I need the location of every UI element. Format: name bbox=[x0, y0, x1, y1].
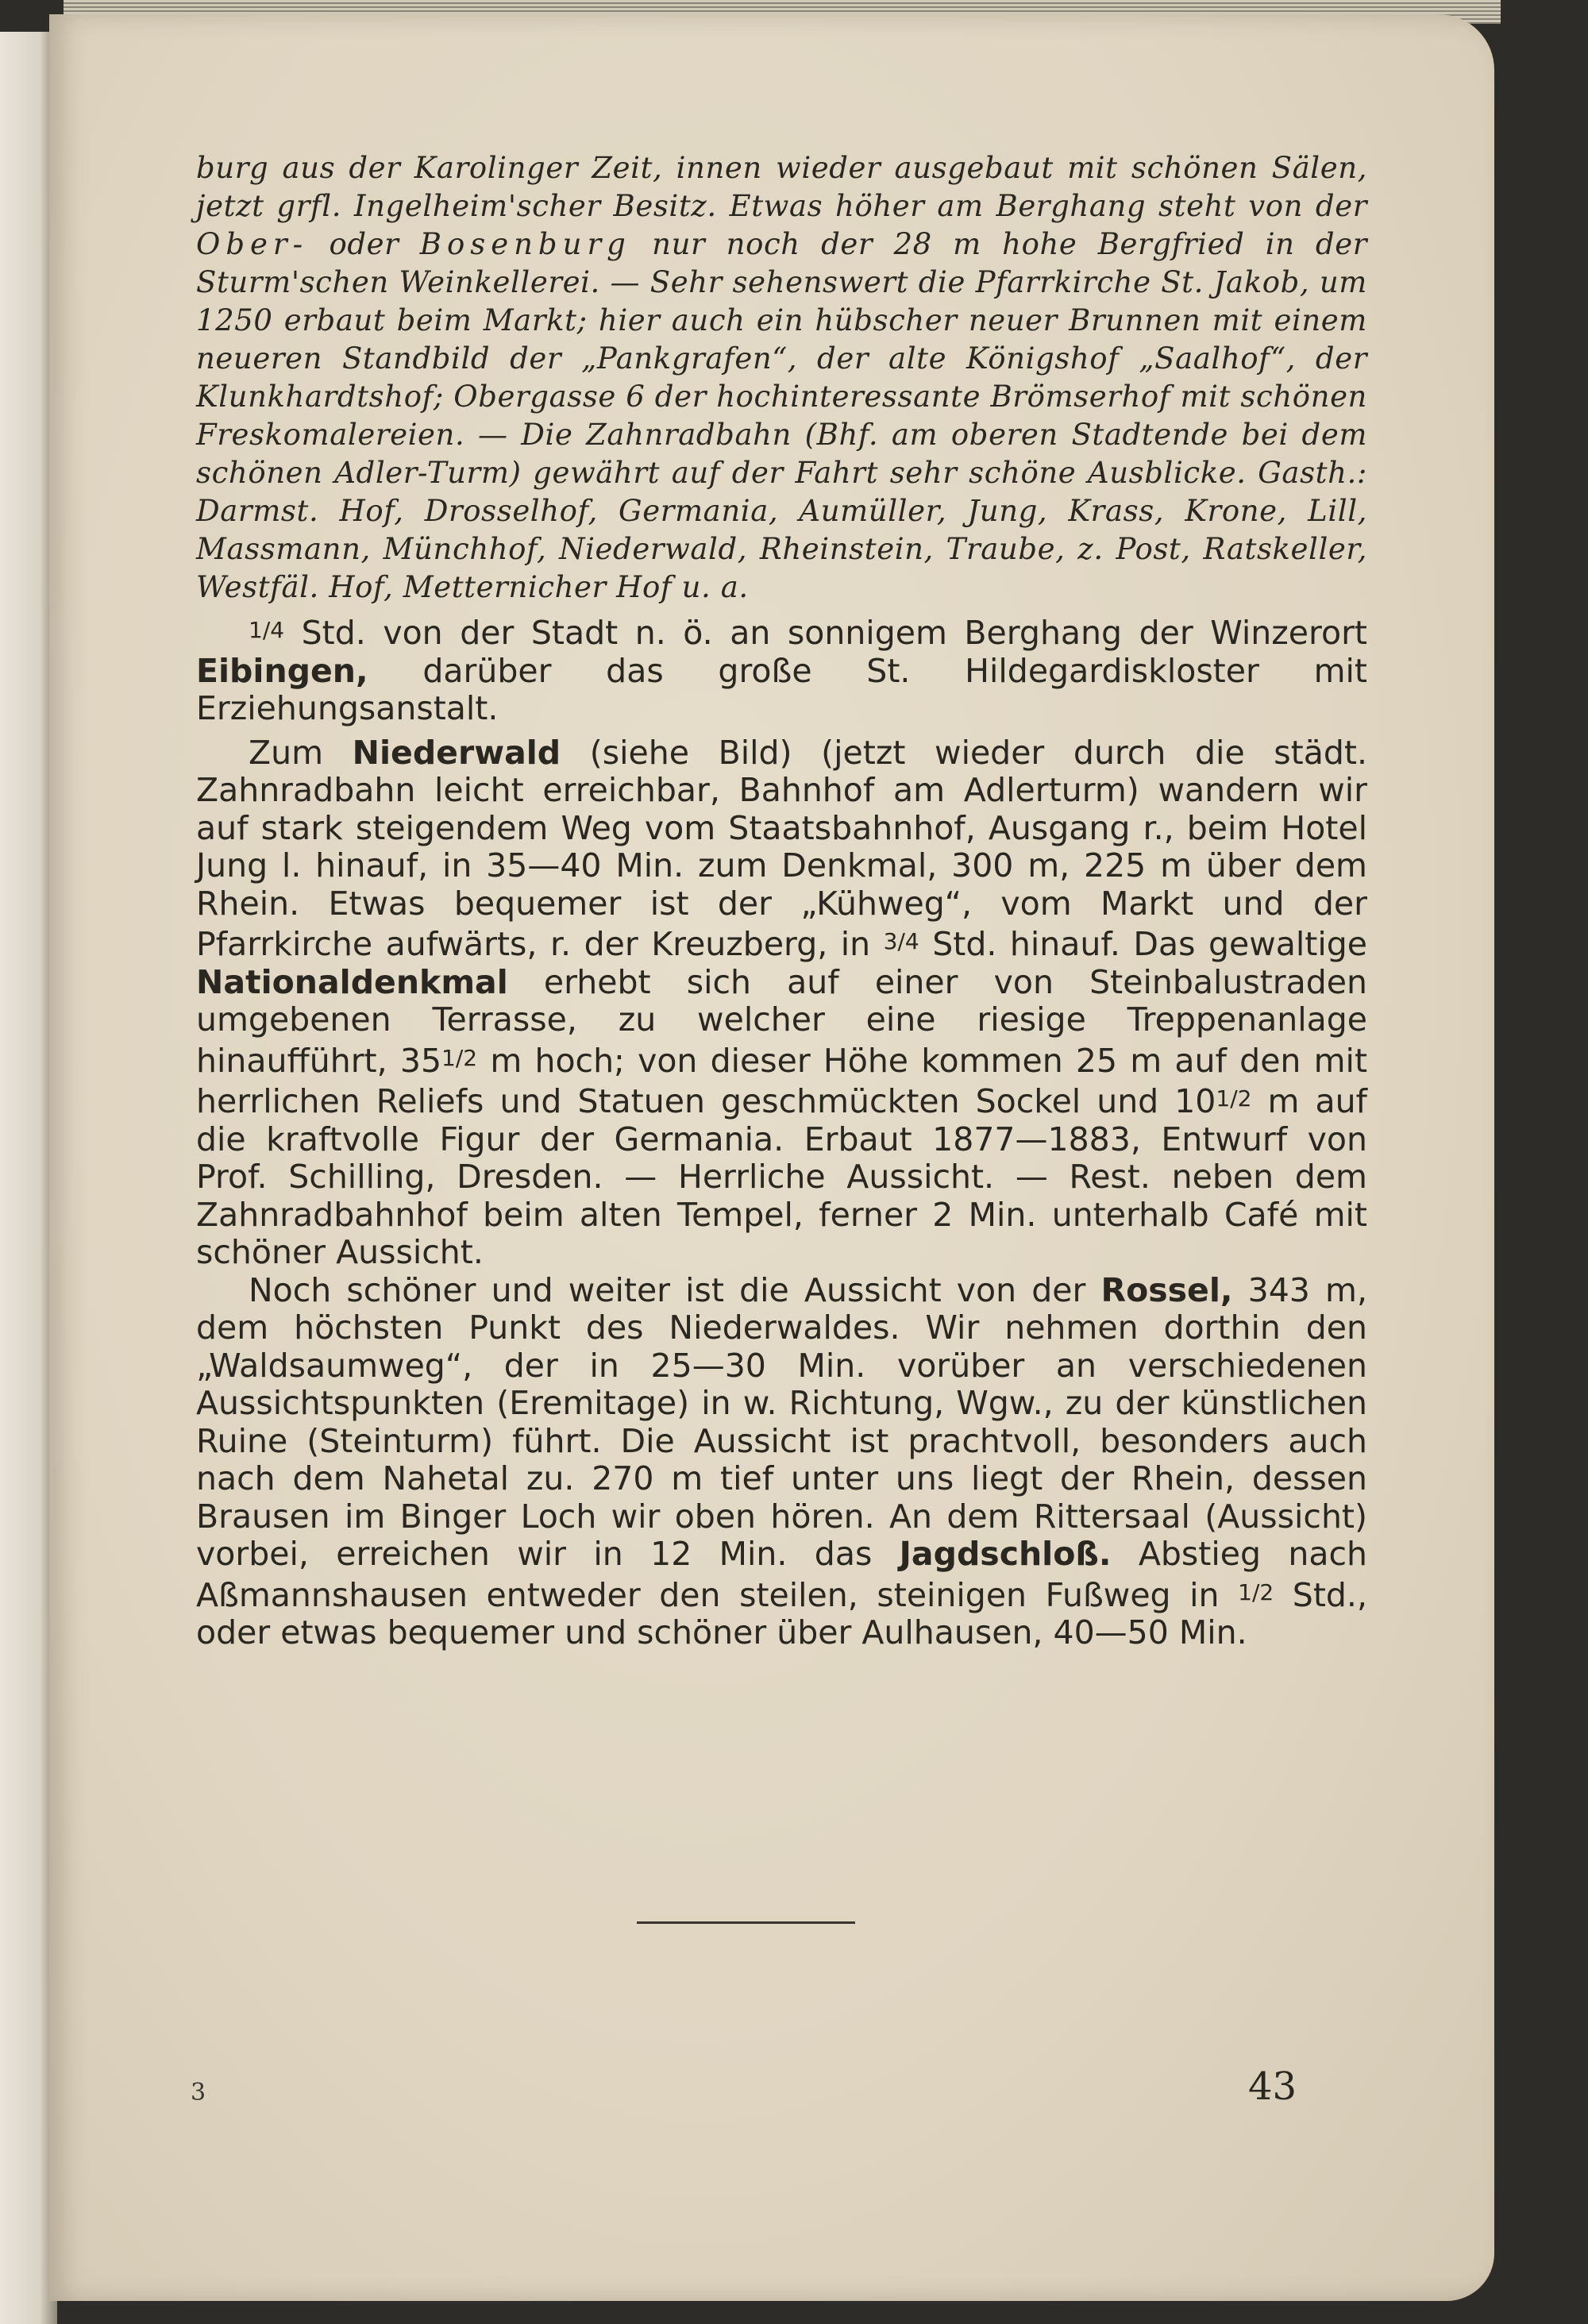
paragraph-niederwald bbox=[196, 734, 1367, 1272]
text: darüber das große St. Hildegardiskloster mit Erziehungsanstalt. bbox=[196, 651, 1367, 727]
page-number: 43 bbox=[1248, 2064, 1297, 2109]
fraction: 3/4 bbox=[883, 928, 919, 954]
paragraph-eibingen bbox=[196, 611, 1367, 728]
italic-paragraph bbox=[196, 149, 1367, 607]
italic-spaced-2: Bosenburg bbox=[419, 227, 631, 261]
text: Zum bbox=[249, 733, 353, 772]
paragraph-rossel bbox=[196, 1272, 1367, 1652]
section-divider bbox=[637, 1921, 855, 1924]
page-text bbox=[196, 149, 1367, 1652]
text: Noch schöner und weiter ist die Aussicht von der bbox=[249, 1270, 1101, 1309]
text: erhebt sich auf einer von Steinbalustraden umgebenen Terrasse, zu welcher eine riesige Treppenanlage hinaufführt, 35 bbox=[196, 962, 1367, 1080]
text: m auf die kraftvolle Figur der Germania. Erbaut 1877—1883, Entwurf von Prof. Schilling, Dresden. — Herrliche Aussicht. — Rest. neben dem Zahnradbahnhof beim alten Tempel, ferner 2 Min. unterhalb Café mit schöner Aussicht. bbox=[196, 1082, 1367, 1271]
italic-spaced-1: Ober- bbox=[196, 227, 309, 261]
bold-place-rossel: Rossel, bbox=[1100, 1270, 1233, 1309]
fraction: 1/2 bbox=[1216, 1085, 1252, 1112]
signature-mark: 3 bbox=[191, 2079, 206, 2106]
text: Std. hinauf. Das gewaltige bbox=[919, 925, 1367, 963]
text: (siehe Bild) (jetzt wieder durch die städt. Zahnradbahn leicht erreichbar, Bahnhof am Adlerturm) wandern wir auf stark steigendem Weg vom Staatsbahnhof, Ausgang r., beim Hotel Jung l. hinauf, in 35—40 Min. zum Denkmal, 300 m, 225 m über dem Rhein. Etwas bequemer ist der „Kühweg“, vom Markt und der Pfarrkirche aufwärts, r. der Kreuzberg, in bbox=[196, 733, 1367, 963]
text: Std., oder etwas bequemer und schöner über Aulhausen, 40—50 Min. bbox=[196, 1575, 1367, 1651]
bold-place-niederwald: Niederwald bbox=[352, 733, 561, 772]
text: Std. von der Stadt n. ö. an sonnigem Berghang der Winzerort bbox=[284, 614, 1367, 652]
text: Abstieg nach Aßmannshausen entweder den steilen, steinigen Fußweg in bbox=[196, 1535, 1367, 1614]
fraction: 1/4 bbox=[249, 617, 285, 643]
italic-text-1: burg aus der Karolinger Zeit, innen wieder ausgebaut mit schönen Sälen, jetzt grfl. Ingelheim'scher Besitz. Etwas höher am Berghang steht von der bbox=[196, 151, 1367, 223]
fraction: 1/2 bbox=[1238, 1578, 1274, 1605]
book-page bbox=[49, 14, 1494, 2301]
text: m hoch; von dieser Höhe kommen 25 m auf den mit herrlichen Reliefs und Statuen geschmückten Sockel und 10 bbox=[196, 1041, 1368, 1120]
bold-jagdschloss: Jagdschloß. bbox=[899, 1535, 1112, 1573]
fraction: 1/2 bbox=[441, 1044, 478, 1071]
text: 343 m, dem höchsten Punkt des Niederwaldes. Wir nehmen dorthin den „Waldsaumweg“, der in 25—30 Min. vorüber an verschiedenen Aussichtspunkten (Eremitage) in w. Richtung, Wgw., zu der künstlichen Ruine (Steinturm) führt. Die Aussicht ist prachtvoll, besonders auch nach dem Nahetal zu. 270 m tief unter uns liegt der Rhein, dessen Brausen im Binger Loch wir oben hören. An dem Rittersaal (Aussicht) vorbei, erreichen wir in 12 Min. das bbox=[196, 1270, 1368, 1573]
italic-text-3: nur noch der 28 m hohe Bergfried in der Sturm'schen Weinkellerei. — Sehr sehenswert die Pfarrkirche St. Jakob, um 1250 erbaut beim Markt; hier auch ein hübscher neuer Brunnen mit einem neueren Standbild der „Pankgrafen“, der alte Königshof „Saalhof“, der Klunkhardtshof; Obergasse 6 der hochinteressante Brömserhof mit schönen Freskomalereien. — Die Zahnradbahn (Bhf. am oberen Stadtende bei dem schönen Adler-Turm) gewährt auf der Fahrt sehr schöne Ausblicke. Gasth.: Darmst. Hof, Drosselhof, Germania, Aumüller, Jung, Krass, Krone, Lill, Massmann, Münchhof, Niederwald, Rheinstein, Traube, z. Post, Ratskeller, Westfäl. Hof, Metternicher Hof u. a. bbox=[196, 227, 1367, 604]
italic-text-2: oder bbox=[308, 227, 420, 261]
bold-nationaldenkmal: Nationaldenkmal bbox=[196, 962, 508, 1001]
bold-place-eibingen: Eibingen, bbox=[196, 651, 368, 690]
